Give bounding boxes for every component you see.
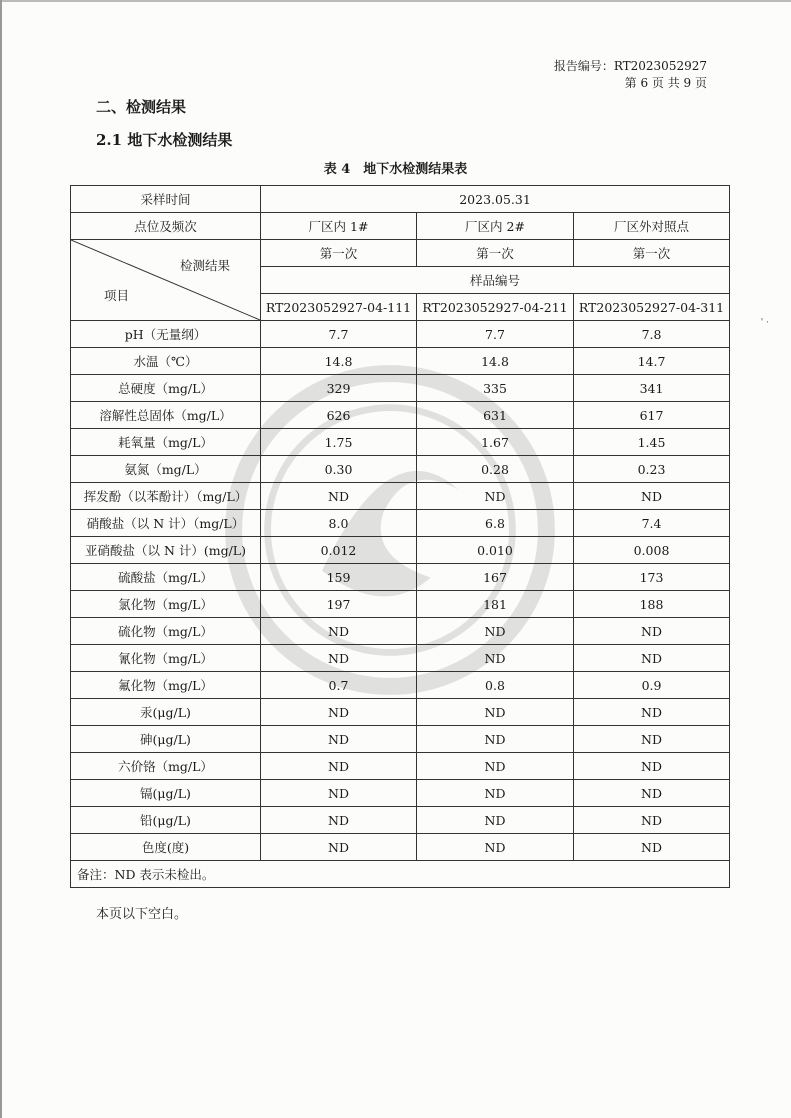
table-row [71, 618, 730, 645]
result-value: 0.30 [261, 456, 417, 483]
parameter-name: 挥发酚（以苯酚计）（mg/L） [71, 483, 261, 510]
result-value: 335 [417, 375, 574, 402]
diag-label-results: 检测结果 [179, 258, 230, 273]
result-value: ND [574, 483, 730, 510]
result-value: ND [574, 645, 730, 672]
result-value: 197 [261, 591, 417, 618]
result-value: 159 [261, 564, 417, 591]
site-name: 厂区内 2# [417, 213, 574, 240]
result-value: ND [261, 645, 417, 672]
parameter-name: 六价铬（mg/L） [71, 753, 261, 780]
table-row [71, 699, 730, 726]
result-value: 7.4 [574, 510, 730, 537]
table-row [71, 753, 730, 780]
table-row [71, 321, 730, 348]
result-value: 14.8 [417, 348, 574, 375]
result-value: 0.9 [574, 672, 730, 699]
parameter-name: 亚硝酸盐（以 N 计）(mg/L) [71, 537, 261, 564]
result-value: ND [574, 780, 730, 807]
table-row [71, 726, 730, 753]
table-title: 表 4 地下水检测结果表 [323, 162, 468, 177]
result-value: 1.45 [574, 429, 730, 456]
section-title: 二、检测结果 [96, 98, 187, 116]
result-value: ND [261, 699, 417, 726]
result-value: ND [417, 807, 574, 834]
result-value: ND [417, 618, 574, 645]
result-value: ND [574, 699, 730, 726]
table-row [71, 537, 730, 564]
result-value: 188 [574, 591, 730, 618]
subsection-title: 2.1 地下水检测结果 [96, 131, 233, 149]
data-rows [71, 321, 730, 861]
result-value: ND [261, 780, 417, 807]
parameter-name: 氨氮（mg/L） [71, 456, 261, 483]
result-value: ND [574, 807, 730, 834]
result-value: ND [261, 618, 417, 645]
result-value: 7.8 [574, 321, 730, 348]
parameter-name: 砷(μg/L) [71, 726, 261, 753]
table-row [71, 402, 730, 429]
result-value: ND [417, 483, 574, 510]
site-name: 厂区内 1# [261, 213, 417, 240]
page-top-edge [0, 0, 791, 2]
result-value: 0.28 [417, 456, 574, 483]
result-value: 0.8 [417, 672, 574, 699]
diagonal-header-cell [71, 240, 261, 321]
result-value: ND [574, 753, 730, 780]
result-value: 7.7 [417, 321, 574, 348]
parameter-name: 硝酸盐（以 N 计）（mg/L） [71, 510, 261, 537]
diagonal-line [71, 240, 260, 320]
result-value: ND [574, 834, 730, 861]
result-value: 1.67 [417, 429, 574, 456]
result-value: 0.010 [417, 537, 574, 564]
result-value: 341 [574, 375, 730, 402]
parameter-name: 氯化物（mg/L） [71, 591, 261, 618]
parameter-name: 色度(度) [71, 834, 261, 861]
result-value: ND [417, 834, 574, 861]
parameter-name: 硫酸盐（mg/L） [71, 564, 261, 591]
table-row [71, 375, 730, 402]
parameter-name: 氰化物（mg/L） [71, 645, 261, 672]
result-value: 631 [417, 402, 574, 429]
result-value: 0.008 [574, 537, 730, 564]
result-value: 167 [417, 564, 574, 591]
parameter-name: 硫化物（mg/L） [71, 618, 261, 645]
result-value: 14.8 [261, 348, 417, 375]
sampling-date: 2023.05.31 [261, 186, 730, 213]
sampling-time-label: 采样时间 [71, 186, 261, 213]
diag-label-item: 项目 [104, 288, 130, 303]
parameter-name: 溶解性总固体（mg/L） [71, 402, 261, 429]
result-value: 14.7 [574, 348, 730, 375]
result-value: 0.23 [574, 456, 730, 483]
result-value: 0.012 [261, 537, 417, 564]
result-value: 173 [574, 564, 730, 591]
table-row [71, 645, 730, 672]
table-row [71, 348, 730, 375]
groundwater-results-table [70, 185, 730, 888]
frequency: 第一次 [417, 240, 574, 267]
result-value: 0.7 [261, 672, 417, 699]
result-value: ND [417, 753, 574, 780]
table-note: 备注：ND 表示未检出。 [71, 861, 730, 888]
table-row [71, 591, 730, 618]
table-row [71, 510, 730, 537]
site-freq-label: 点位及频次 [71, 213, 261, 240]
page-info: 第 6 页 共 9 页 [624, 76, 707, 90]
result-value: ND [261, 483, 417, 510]
result-value: ND [417, 699, 574, 726]
result-value: ND [417, 645, 574, 672]
parameter-name: 镉(μg/L) [71, 780, 261, 807]
sample-no-label: 样品编号 [261, 267, 730, 294]
result-value: 1.75 [261, 429, 417, 456]
table-row [71, 780, 730, 807]
result-value: 181 [417, 591, 574, 618]
result-value: ND [574, 726, 730, 753]
sample-no: RT2023052927-04-211 [417, 294, 574, 321]
frequency: 第一次 [261, 240, 417, 267]
table-row [71, 483, 730, 510]
result-value: 7.7 [261, 321, 417, 348]
sample-no: RT2023052927-04-311 [574, 294, 730, 321]
result-value: ND [417, 780, 574, 807]
parameter-name: 汞(μg/L) [71, 699, 261, 726]
table-row [71, 213, 730, 240]
report-header [554, 58, 707, 92]
result-value: ND [417, 726, 574, 753]
parameter-name: 总硬度（mg/L） [71, 375, 261, 402]
result-value: 617 [574, 402, 730, 429]
result-value: 6.8 [417, 510, 574, 537]
result-value: ND [574, 618, 730, 645]
table-row [71, 807, 730, 834]
parameter-name: 氟化物（mg/L） [71, 672, 261, 699]
parameter-name: 耗氧量（mg/L） [71, 429, 261, 456]
result-value: ND [261, 753, 417, 780]
table-row [71, 861, 730, 888]
frequency: 第一次 [574, 240, 730, 267]
parameter-name: pH（无量纲） [71, 321, 261, 348]
table-row [71, 240, 730, 267]
table-row [71, 834, 730, 861]
report-number: 报告编号：RT2023052927 [553, 59, 707, 73]
result-value: ND [261, 726, 417, 753]
site-name: 厂区外对照点 [574, 213, 730, 240]
sample-no: RT2023052927-04-111 [261, 294, 417, 321]
result-value: 329 [261, 375, 417, 402]
result-value: ND [261, 834, 417, 861]
table-row [71, 429, 730, 456]
result-value: ND [261, 807, 417, 834]
result-value: 8.0 [261, 510, 417, 537]
result-value: 626 [261, 402, 417, 429]
parameter-name: 水温（℃） [71, 348, 261, 375]
parameter-name: 铅(μg/L) [71, 807, 261, 834]
blank-page-note: 本页以下空白。 [96, 907, 188, 922]
table-row [71, 672, 730, 699]
table-row [71, 564, 730, 591]
table-row [71, 186, 730, 213]
margin-mark: ' · [760, 318, 769, 328]
table-row [71, 456, 730, 483]
